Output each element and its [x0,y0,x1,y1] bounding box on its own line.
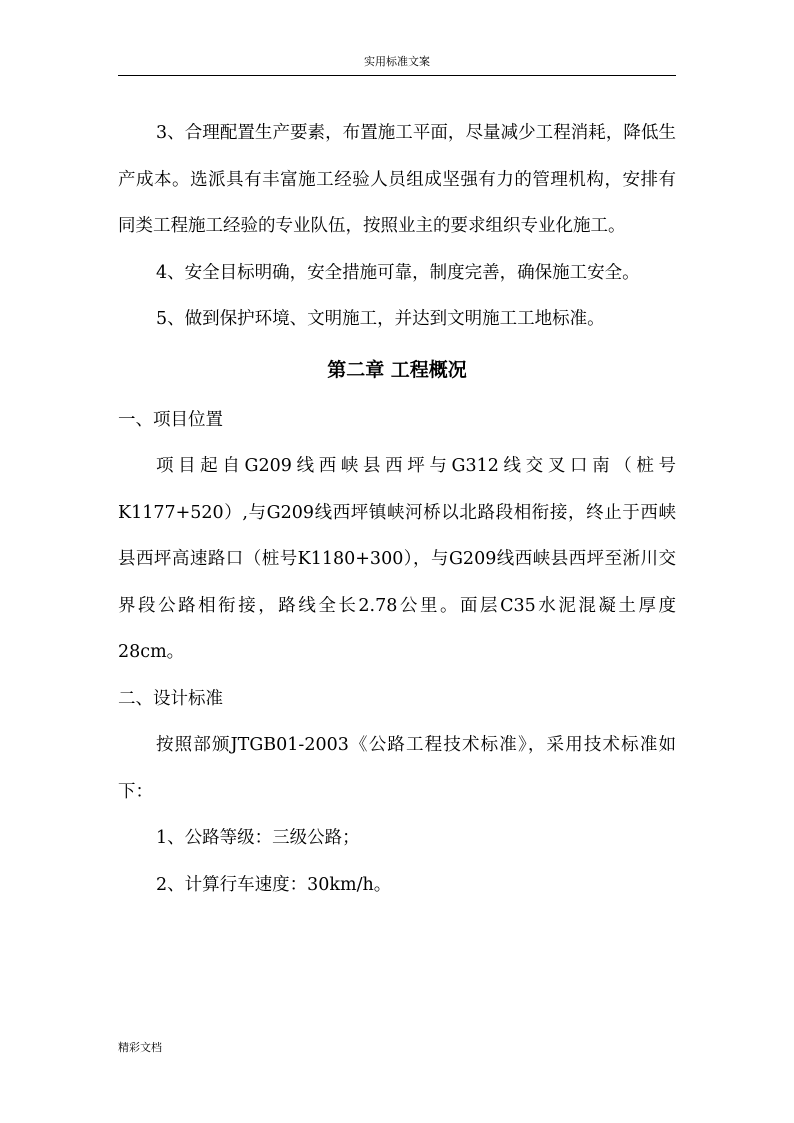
paragraph-item-3: 3、合理配置生产要素，布置施工平面，尽量减少工程消耗，降低生产成本。选派具有丰富施工经验人员组成坚强有力的管理机构，安排有同类工程施工经验的专业队伍，按照业主的要求组织专业化施工。 [118,123,676,236]
page-header: 实用标准文案 [118,53,676,76]
document-body [118,110,676,908]
chapter-title: 第二章 工程概况 [327,358,467,381]
paragraph-item-4: 4、安全目标明确，安全措施可靠，制度完善，确保施工安全。 [156,262,640,283]
list-item-design-speed: 2、计算行车速度：30km/h。 [156,874,392,895]
paragraph-project-location: 项目起自G209线西峡县西坪与G312线交叉口南（桩号K1177+520）,与G209线西坪镇峡河桥以北路段相衔接，终止于西峡县西坪高速路口（桩号K1180+300），与G209线西峡县西坪至淅川交界段公路相衔接，路线全长2.78公里。面层C35水泥混凝土厚度28cm。 [118,456,676,662]
section-heading-design-standard: 二、设计标准 [118,688,223,709]
page-footer: 精彩文档 [118,1041,162,1054]
list-item-road-grade: 1、公路等级：三级公路； [156,828,360,848]
paragraph-item-5: 5、做到保护环境、文明施工，并达到文明施工工地标准。 [156,309,605,329]
paragraph-design-standard: 按照部颁JTGB01-2003《公路工程技术标准》，采用技术标准如下： [118,735,676,802]
section-heading-location: 一、项目位置 [118,409,223,430]
